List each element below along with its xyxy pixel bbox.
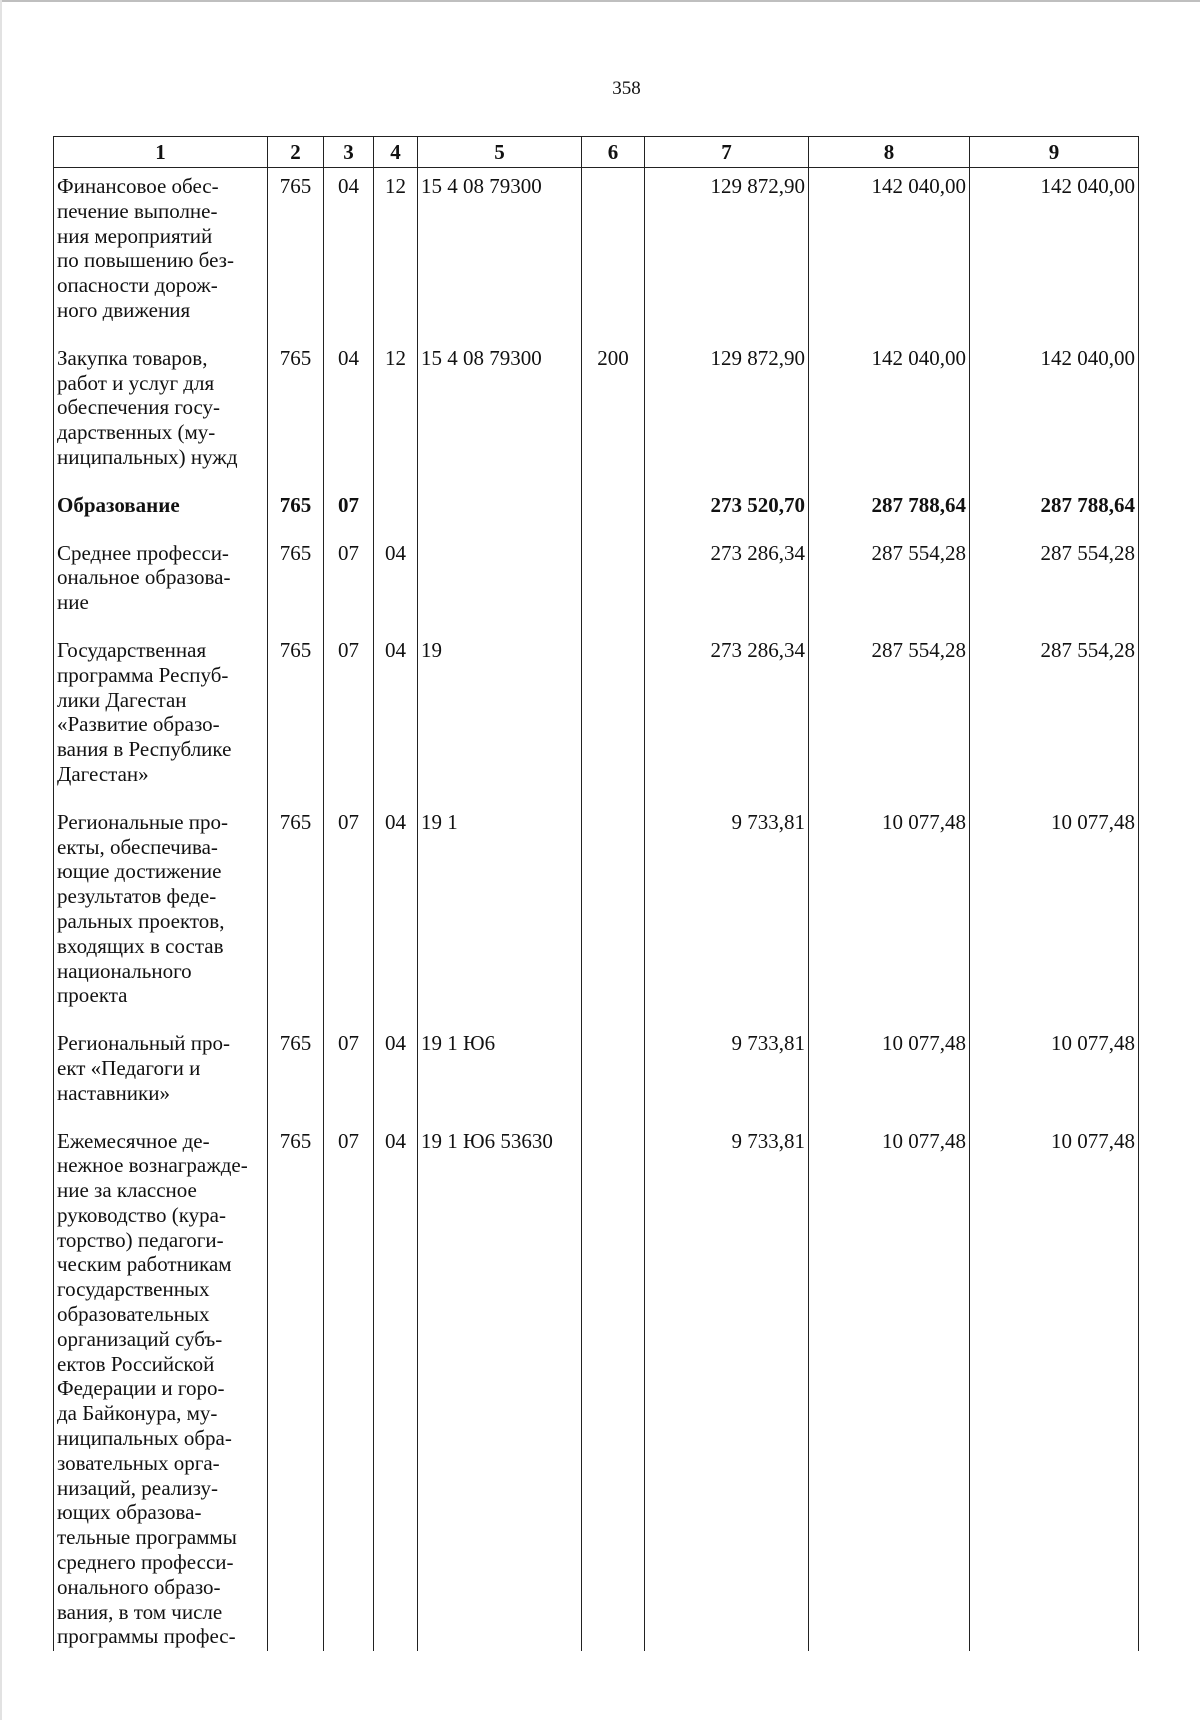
row-name-cell: Ежемесячное де- нежное вознагражде- ние за классное руководство (кура- торство) педагоги- ческим работникам государственных образовательных организаций субъ- ектов Российской Федерации и горо- да Байконура, му- ниципальных обра- зовательных орга- низаций, реализу- ющих образова- тельные программы среднего професси- онального образо- вания, в том числе программы профес-	[54, 1117, 268, 1652]
row-col4-cell: 04	[374, 798, 418, 1019]
row-col3-cell: 07	[324, 798, 374, 1019]
col-header-3: 3	[324, 137, 374, 168]
row-col2-cell: 765	[268, 529, 324, 626]
row-col5-cell	[418, 529, 582, 626]
row-col3-cell: 07	[324, 481, 374, 529]
row-col9-cell: 287 554,28	[970, 626, 1139, 798]
row-col7-cell: 129 872,90	[645, 168, 809, 334]
row-col6-cell	[582, 626, 645, 798]
col-header-5: 5	[418, 137, 582, 168]
row-name-cell: Региональные про- екты, обеспечива- ющие достижение результатов феде- ральных проектов, входящих в состав национального проекта	[54, 798, 268, 1019]
row-col7-cell: 273 286,34	[645, 529, 809, 626]
row-col7-cell: 9 733,81	[645, 1019, 809, 1116]
row-col4-cell: 04	[374, 626, 418, 798]
row-col4-cell: 04	[374, 1117, 418, 1652]
row-col9-cell: 10 077,48	[970, 1117, 1139, 1652]
row-name-cell: Финансовое обес- печение выполне- ния мероприятий по повышению без- опасности дорож- ного движения	[54, 168, 268, 334]
row-col9-cell: 10 077,48	[970, 1019, 1139, 1116]
col-header-7: 7	[645, 137, 809, 168]
row-col9-cell: 287 554,28	[970, 529, 1139, 626]
row-col9-cell: 142 040,00	[970, 168, 1139, 334]
row-col8-cell: 287 554,28	[809, 529, 970, 626]
row-col3-cell: 04	[324, 334, 374, 481]
table-row	[54, 168, 1139, 334]
row-col7-cell: 273 520,70	[645, 481, 809, 529]
row-col8-cell: 10 077,48	[809, 1019, 970, 1116]
row-col6-cell: 200	[582, 334, 645, 481]
row-col5-cell: 19 1	[418, 798, 582, 1019]
scan-edge-top	[0, 0, 1200, 2]
row-col5-cell: 15 4 08 79300	[418, 168, 582, 334]
row-col8-cell: 142 040,00	[809, 168, 970, 334]
row-col4-cell: 12	[374, 168, 418, 334]
col-header-9: 9	[970, 137, 1139, 168]
row-col2-cell: 765	[268, 168, 324, 334]
row-col2-cell: 765	[268, 798, 324, 1019]
table-row	[54, 798, 1139, 1019]
row-col5-cell	[418, 481, 582, 529]
row-col3-cell: 07	[324, 529, 374, 626]
row-col3-cell: 04	[324, 168, 374, 334]
row-col7-cell: 9 733,81	[645, 1117, 809, 1652]
page-number: 358	[612, 78, 641, 99]
row-col4-cell	[374, 481, 418, 529]
row-col4-cell: 04	[374, 529, 418, 626]
col-header-1: 1	[54, 137, 268, 168]
row-col4-cell: 04	[374, 1019, 418, 1116]
row-col5-cell: 19	[418, 626, 582, 798]
row-col9-cell: 287 788,64	[970, 481, 1139, 529]
row-col6-cell	[582, 481, 645, 529]
row-col3-cell: 07	[324, 626, 374, 798]
row-col7-cell: 9 733,81	[645, 798, 809, 1019]
row-col2-cell: 765	[268, 334, 324, 481]
row-col2-cell: 765	[268, 626, 324, 798]
row-col8-cell: 287 554,28	[809, 626, 970, 798]
row-name-cell: Закупка товаров, работ и услуг для обеспечения госу- дарственных (му- ниципальных) нужд	[54, 334, 268, 481]
col-header-8: 8	[809, 137, 970, 168]
row-name-cell: Государственная программа Респуб- лики Дагестан «Развитие образо- вания в Республике Дагестан»	[54, 626, 268, 798]
row-col5-cell: 15 4 08 79300	[418, 334, 582, 481]
row-col2-cell: 765	[268, 1019, 324, 1116]
table-row	[54, 1019, 1139, 1116]
budget-table	[53, 136, 1139, 1651]
row-col8-cell: 142 040,00	[809, 334, 970, 481]
row-col3-cell: 07	[324, 1117, 374, 1652]
row-col8-cell: 10 077,48	[809, 798, 970, 1019]
row-col5-cell: 19 1 Ю6	[418, 1019, 582, 1116]
row-col6-cell	[582, 168, 645, 334]
row-name-cell: Образование	[54, 481, 268, 529]
col-header-4: 4	[374, 137, 418, 168]
row-col5-cell: 19 1 Ю6 53630	[418, 1117, 582, 1652]
row-col6-cell	[582, 798, 645, 1019]
table-row	[54, 1117, 1139, 1652]
row-col7-cell: 273 286,34	[645, 626, 809, 798]
col-header-6: 6	[582, 137, 645, 168]
row-col6-cell	[582, 1117, 645, 1652]
row-col2-cell: 765	[268, 1117, 324, 1652]
col-header-2: 2	[268, 137, 324, 168]
table-row	[54, 529, 1139, 626]
table-body	[54, 168, 1139, 1652]
row-col6-cell	[582, 1019, 645, 1116]
table-row	[54, 626, 1139, 798]
row-col7-cell: 129 872,90	[645, 334, 809, 481]
row-col4-cell: 12	[374, 334, 418, 481]
row-name-cell: Среднее професси- ональное образова- ние	[54, 529, 268, 626]
row-name-cell: Региональный про- ект «Педагоги и наставники»	[54, 1019, 268, 1116]
table-row	[54, 334, 1139, 481]
row-col6-cell	[582, 529, 645, 626]
scan-edge-left	[0, 0, 2, 1720]
row-col8-cell: 287 788,64	[809, 481, 970, 529]
table-row	[54, 481, 1139, 529]
row-col9-cell: 142 040,00	[970, 334, 1139, 481]
row-col3-cell: 07	[324, 1019, 374, 1116]
row-col9-cell: 10 077,48	[970, 798, 1139, 1019]
row-col2-cell: 765	[268, 481, 324, 529]
header-row	[54, 137, 1139, 168]
row-col8-cell: 10 077,48	[809, 1117, 970, 1652]
